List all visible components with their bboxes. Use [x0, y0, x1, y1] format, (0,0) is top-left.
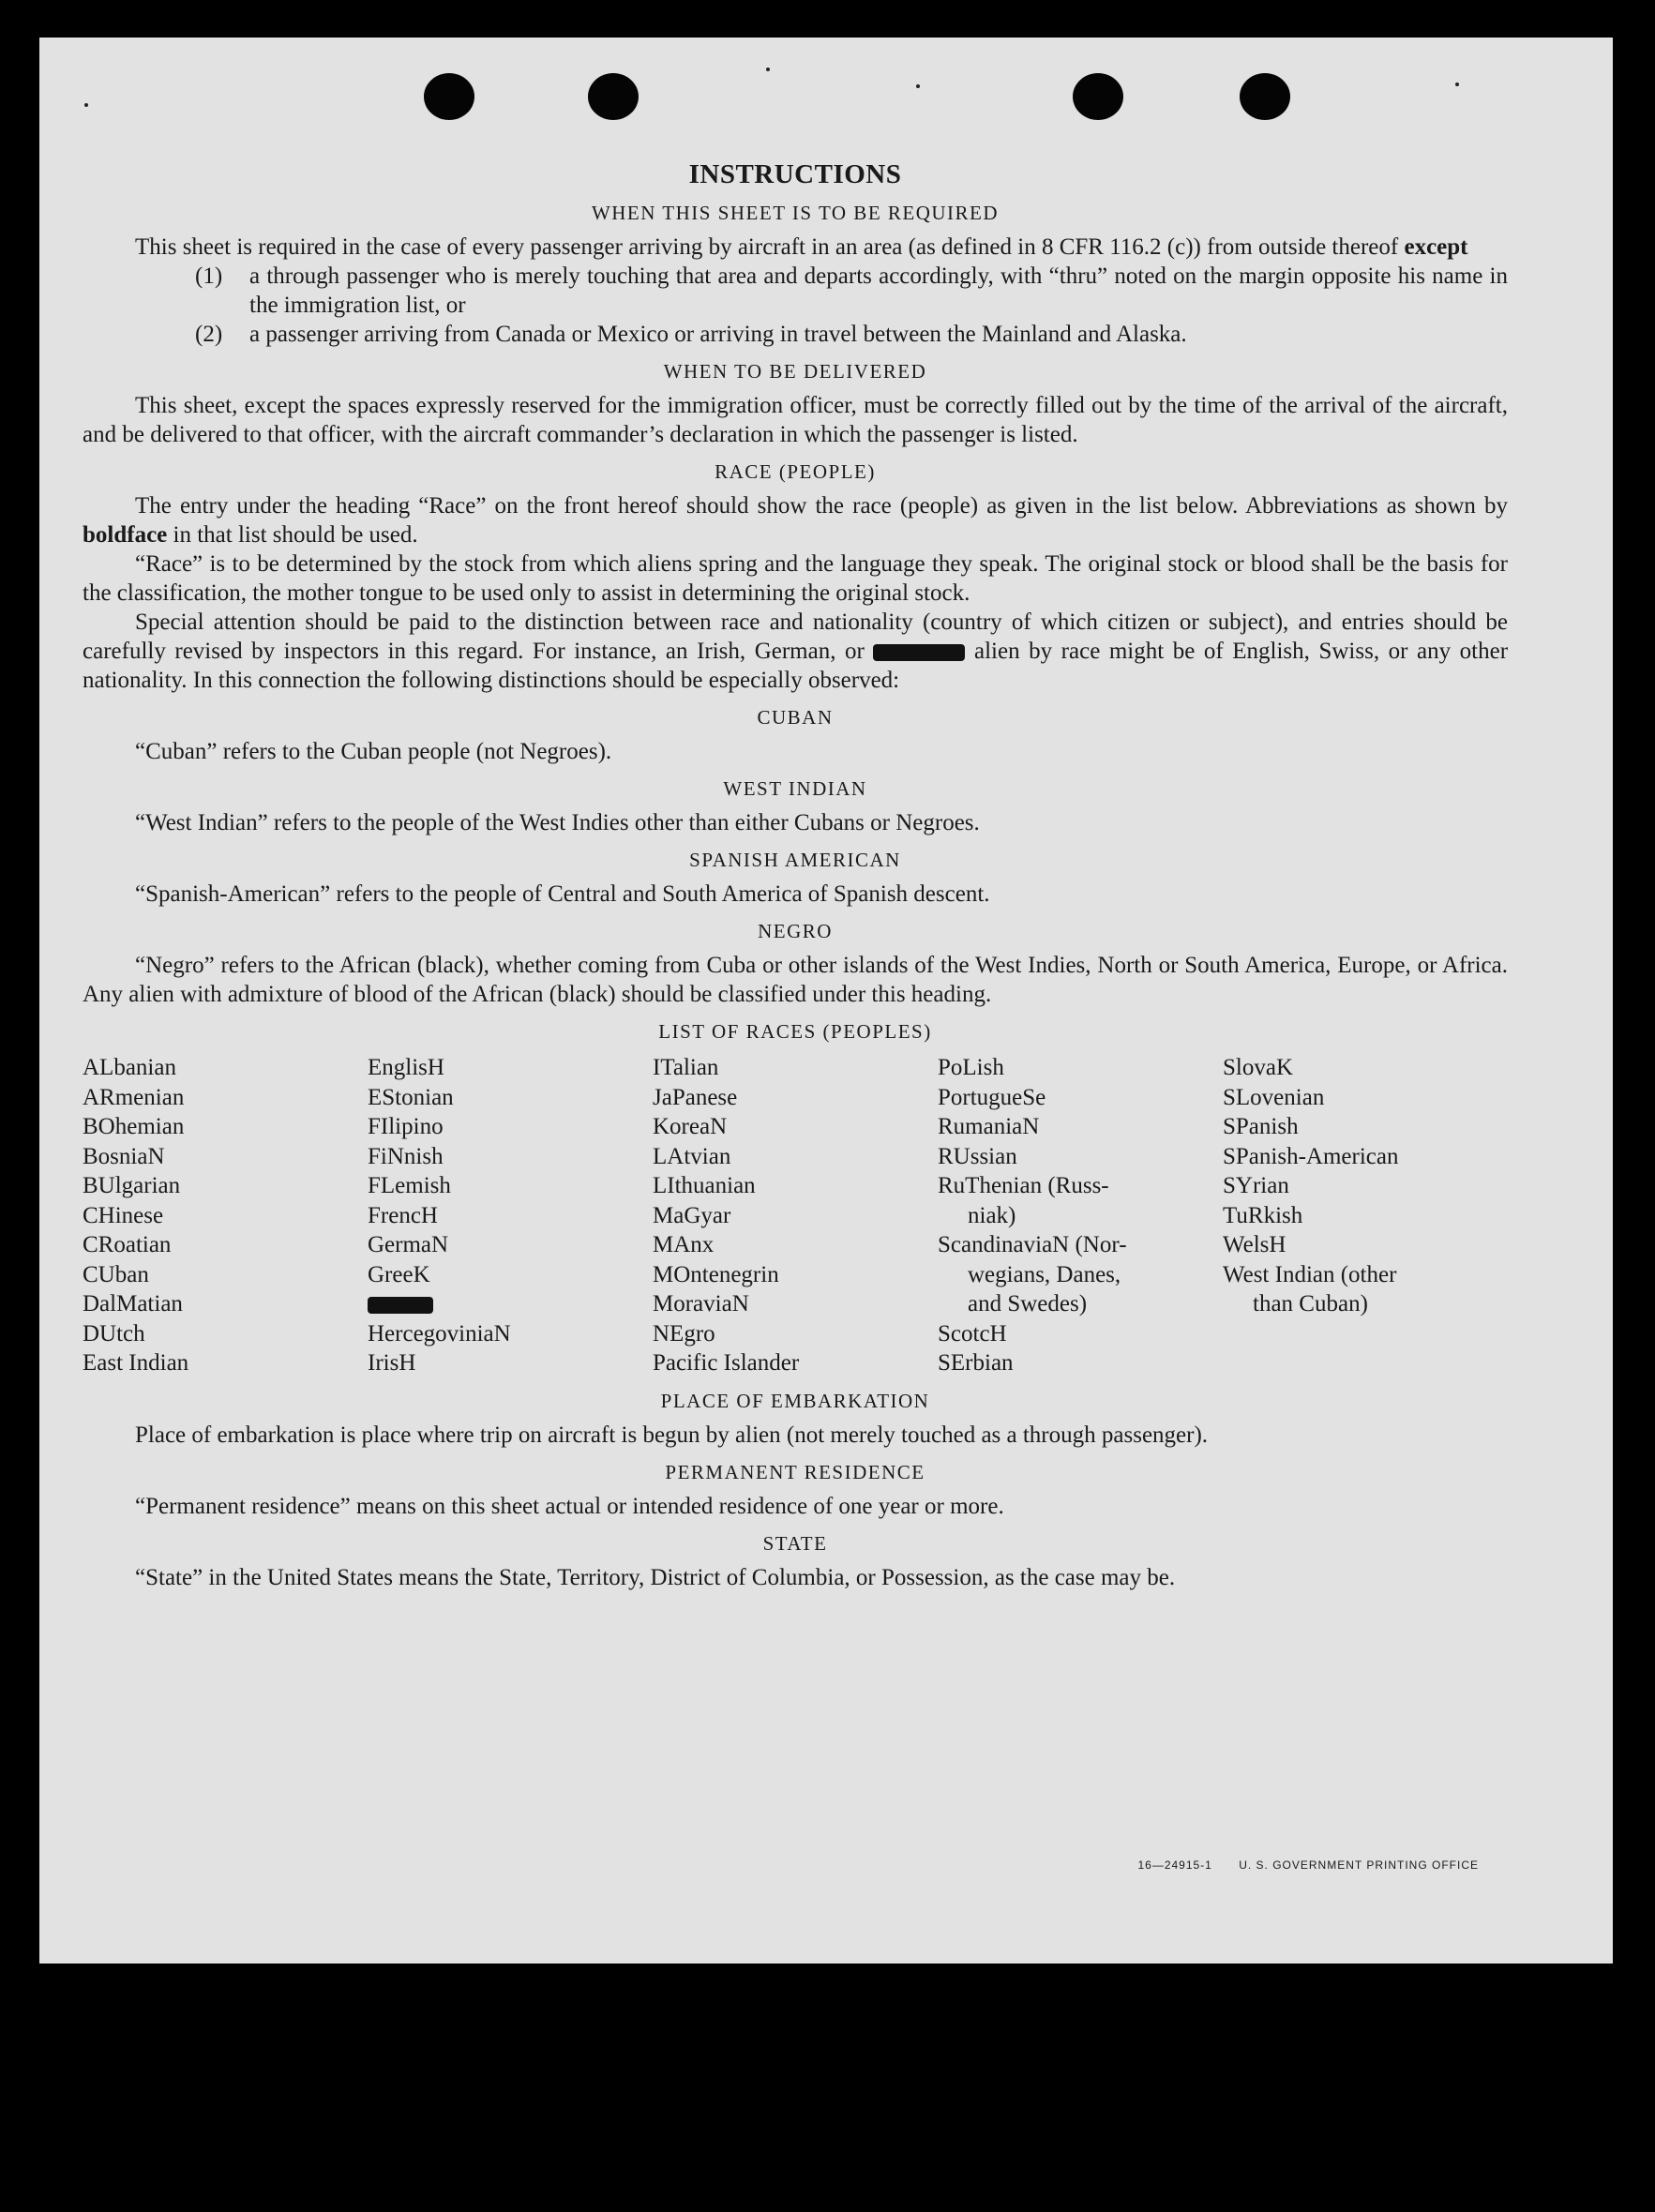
section-heading-cuban: CUBAN: [757, 706, 834, 729]
negro-paragraph: “Negro” refers to the African (black), whether coming from Cuba or other islands of the West Indies, North or South America, Europe, or Africa. Any alien with admixture of blood of the African (black) should be classified under this heading.: [83, 953, 1508, 1007]
state-paragraph: “State” in the United States means the State, Territory, District of Columbia, or Possession, as the case may be.: [135, 1564, 1176, 1590]
race-entry: West Indian (other: [1223, 1261, 1397, 1287]
race-entry: GermaN: [368, 1232, 449, 1257]
race-entry: SPanish-American: [1223, 1143, 1399, 1169]
races-column: [1223, 1053, 1508, 1378]
race-entry: SYrian: [1223, 1173, 1289, 1198]
instructions-content: [83, 159, 1508, 1592]
race-entry: MoraviaN: [653, 1291, 749, 1317]
race-entry: CHinese: [83, 1202, 164, 1228]
residence-paragraph: “Permanent residence” means on this sheet actual or intended residence of one year or more.: [135, 1493, 1004, 1519]
race-entry: than Cuban): [1253, 1291, 1368, 1317]
race-entry: SlovaK: [1223, 1055, 1293, 1080]
race-paragraph-1: The entry under the heading “Race” on the front hereof should show the race (people) as given in the list below. Abbreviations as shown by boldface in that list should be used.: [83, 493, 1508, 548]
race-paragraph-2: “Race” is to be determined by the stock from which aliens spring and the language they speak. The original stock or blood shall be the basis for the classification, the mother tongue to be used only to assist in determining the original stock.: [83, 551, 1508, 606]
race-entry: ARmenian: [83, 1084, 185, 1110]
section-heading-spanish-american: SPANISH AMERICAN: [689, 849, 901, 871]
race-entry: JaPanese: [653, 1084, 738, 1110]
section-heading-west-indian: WEST INDIAN: [723, 777, 867, 800]
race-entry: LAtvian: [653, 1143, 731, 1169]
race-entry: PoLish: [938, 1055, 1004, 1080]
section-heading-race: RACE (PEOPLE): [715, 460, 876, 483]
race-entry: LIthuanian: [653, 1173, 756, 1198]
race-entry: ALbanian: [83, 1055, 176, 1080]
race-entry: ITalian: [653, 1055, 719, 1080]
race-entry: and Swedes): [968, 1291, 1088, 1317]
race-entry: DalMatian: [83, 1291, 183, 1317]
printer-name: U. S. GOVERNMENT PRINTING OFFICE: [1239, 1858, 1479, 1872]
page-title: INSTRUCTIONS: [688, 159, 902, 189]
race-entry: BosniaN: [83, 1143, 165, 1169]
races-list: [83, 1053, 1508, 1378]
race-entry: SPanish: [1223, 1114, 1299, 1139]
list-item: (2) a passenger arriving from Canada or Mexico or arriving in travel between the Mainland and Alaska.: [195, 322, 1187, 347]
punch-hole: [1073, 73, 1123, 120]
race-entry: MAnx: [653, 1232, 715, 1257]
race-entry: ScotcH: [938, 1320, 1007, 1347]
race-entry: PortugueSe: [938, 1084, 1046, 1110]
race-entry: TuRkish: [1223, 1202, 1303, 1228]
section-heading-residence: PERMANENT RESIDENCE: [665, 1460, 925, 1483]
race-entry: [368, 1289, 653, 1319]
section-heading-state: STATE: [762, 1531, 828, 1555]
race-entry: FLemish: [368, 1173, 451, 1198]
race-entry: FrencH: [368, 1202, 438, 1228]
section-heading-embarkation: PLACE OF EMBARKATION: [660, 1389, 930, 1412]
required-paragraph: This sheet is required in the case of every passenger arriving by aircraft in an area (as defined in 8 CFR 116.2 (c)) from outside thereof except: [135, 234, 1468, 260]
embarkation-paragraph: Place of embarkation is place where trip on aircraft is begun by alien (not merely touched as a through passenger).: [135, 1422, 1209, 1448]
race-entry: IrisH: [368, 1350, 416, 1376]
race-entry: CUban: [83, 1261, 149, 1287]
document-page: [39, 38, 1613, 1964]
race-entry: EStonian: [368, 1084, 454, 1110]
section-heading-required: WHEN THIS SHEET IS TO BE REQUIRED: [591, 202, 1000, 224]
race-entry: wegians, Danes,: [968, 1261, 1121, 1287]
race-entry: CRoatian: [83, 1232, 172, 1257]
section-heading-races-list: LIST OF RACES (PEOPLES): [658, 1020, 932, 1043]
race-entry: SErbian: [938, 1350, 1014, 1376]
west-indian-paragraph: “West Indian” refers to the people of the West Indies other than either Cubans or Negroes.: [135, 810, 980, 835]
race-entry: MaGyar: [653, 1202, 731, 1228]
list-item: (1) a through passenger who is merely touching that area and departs accordingly, with “thru” noted on the margin opposite his name in the immigration list, or: [195, 263, 1508, 318]
race-entry: WelsH: [1223, 1232, 1286, 1257]
spanish-american-paragraph: “Spanish-American” refers to the people of Central and South America of Spanish descent.: [135, 881, 990, 907]
race-entry: MOntenegrin: [653, 1261, 779, 1287]
races-column: [938, 1053, 1223, 1378]
race-entry: FIlipino: [368, 1114, 444, 1139]
races-column: [83, 1053, 368, 1378]
speck: [1455, 83, 1459, 86]
punch-hole: [588, 73, 639, 120]
race-entry: HercegoviniaN: [368, 1320, 511, 1347]
section-heading-delivered: WHEN TO BE DELIVERED: [663, 360, 927, 383]
cuban-paragraph: “Cuban” refers to the Cuban people (not Negroes).: [135, 739, 612, 764]
race-entry: NEgro: [653, 1320, 715, 1347]
race-entry: RUssian: [938, 1143, 1017, 1169]
race-entry: niak): [968, 1202, 1016, 1228]
race-paragraph-3: Special attention should be paid to the distinction between race and nationality (country of which citizen or subject), and entries should be carefully revised by inspectors in this regard. For instance, an Irish, German, or alien by race might be of English, Swiss, or any other nationality. In this connection the following distinctions should be especially observed:: [83, 609, 1509, 693]
speck: [766, 68, 770, 71]
redaction-mark: [873, 644, 965, 661]
race-entry: FiNnish: [368, 1143, 444, 1169]
races-column: [368, 1053, 653, 1378]
race-entry: East Indian: [83, 1350, 189, 1376]
section-heading-negro: NEGRO: [758, 920, 833, 942]
race-entry: EnglisH: [368, 1055, 444, 1080]
speck: [916, 84, 920, 88]
punch-hole: [1240, 73, 1290, 120]
race-entry: BUlgarian: [83, 1173, 181, 1198]
redaction-mark: [368, 1297, 433, 1314]
speck: [84, 103, 88, 107]
form-number: 16—24915-1: [1137, 1858, 1212, 1872]
race-entry: BOhemian: [83, 1114, 185, 1139]
punch-hole: [424, 73, 474, 120]
race-entry: RuThenian (Russ-: [938, 1173, 1109, 1198]
race-entry: GreeK: [368, 1261, 430, 1287]
race-entry: ScandinaviaN (Nor-: [938, 1232, 1127, 1257]
footer-imprint: [1115, 1858, 1479, 1872]
delivered-paragraph: This sheet, except the spaces expressly reserved for the immigration officer, must be correctly filled out by the time of the arrival of the aircraft, and be delivered to that officer, with the aircraft commander’s declaration in which the passenger is listed.: [83, 393, 1508, 447]
race-entry: SLovenian: [1223, 1084, 1325, 1110]
races-column: [653, 1053, 938, 1378]
race-entry: KoreaN: [653, 1114, 728, 1139]
race-entry: RumaniaN: [938, 1114, 1040, 1139]
race-entry: Pacific Islander: [653, 1350, 800, 1376]
race-entry: DUtch: [83, 1320, 145, 1347]
